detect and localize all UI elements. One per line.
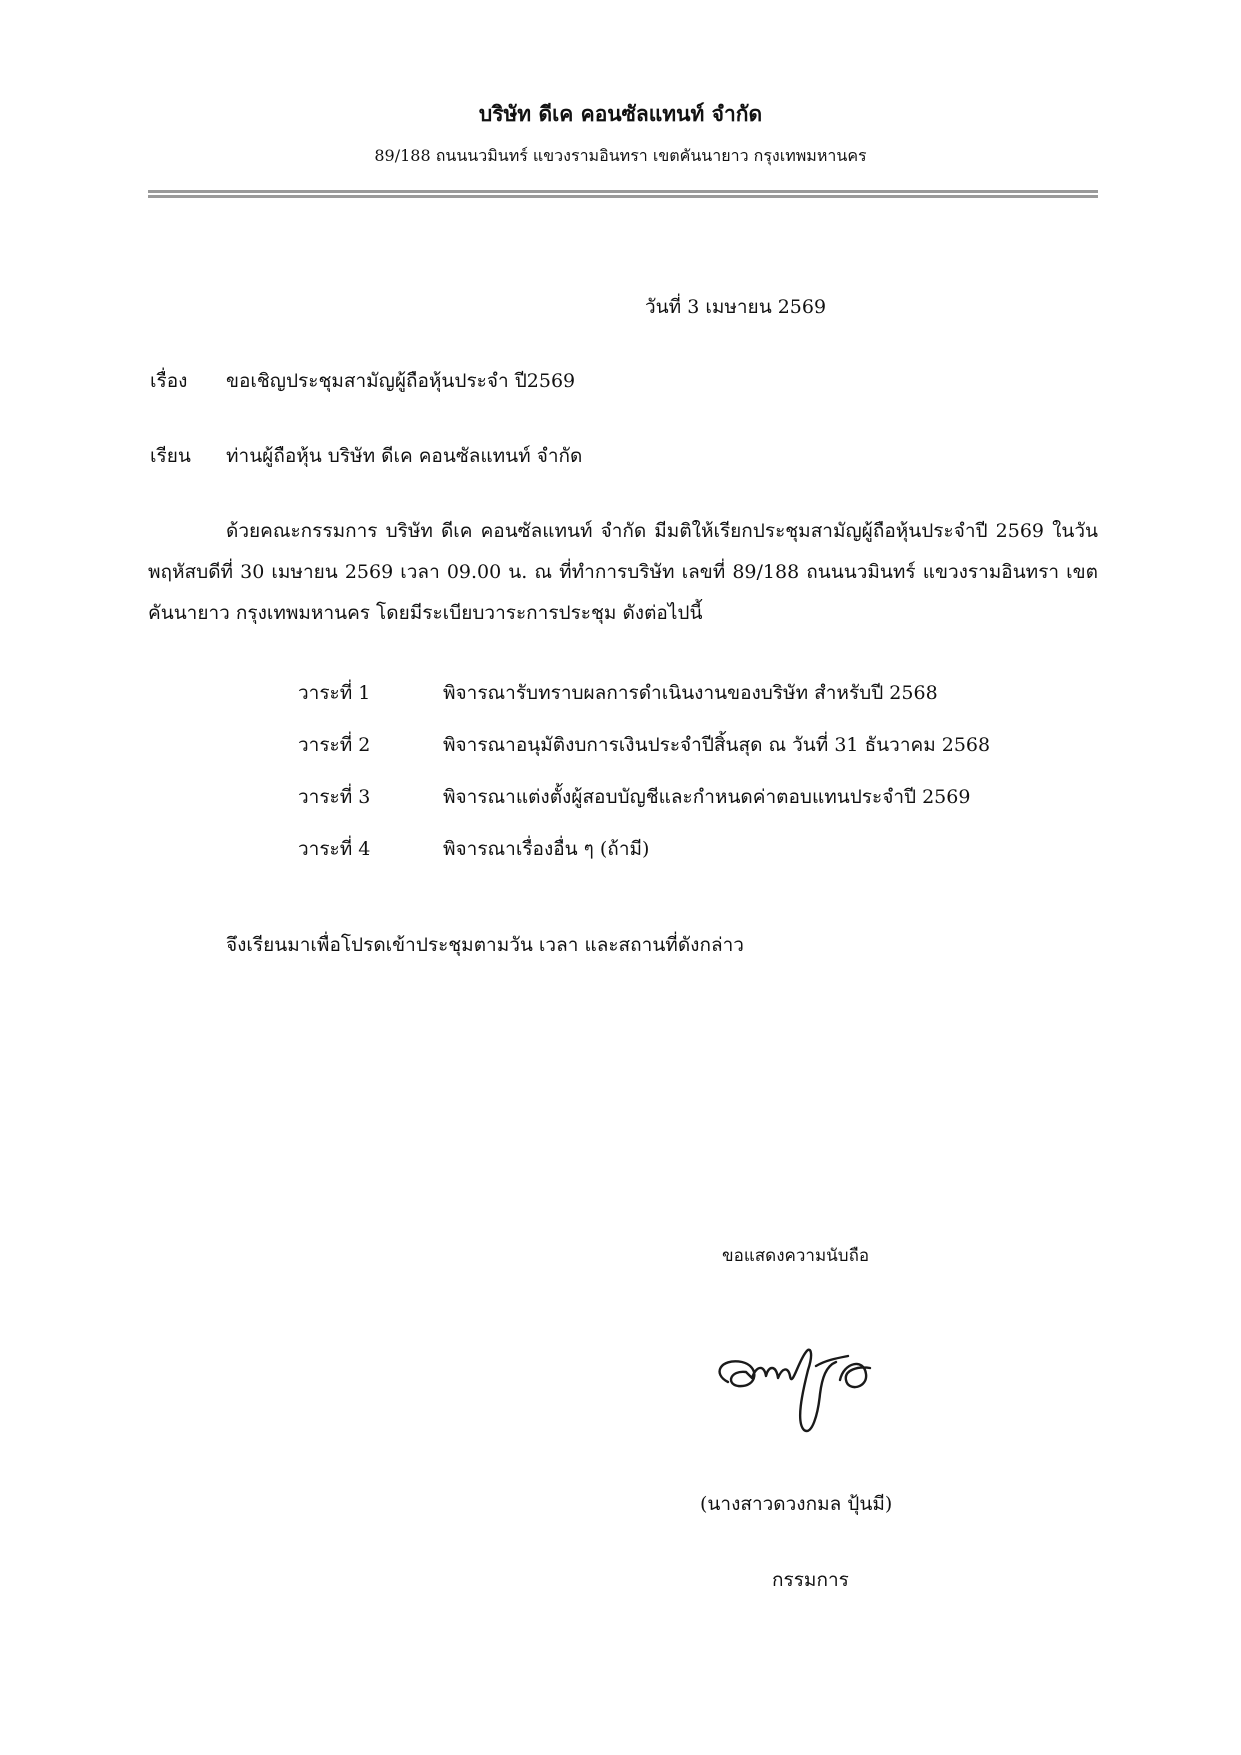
agenda-item xyxy=(298,730,1098,782)
closing-line: จึงเรียนมาเพื่อโปรดเข้าประชุมตามวัน เวลา และสถานที่ดังกล่าว xyxy=(226,934,744,956)
body-paragraph: ด้วยคณะกรรมการ บริษัท ดีเค คอนซัลแทนท์ จำกัด มีมติให้เรียกประชุมสามัญผู้ถือหุ้นประจำปี 2569 ในวันพฤหัสบดีที่ 30 เมษายน 2569 เวลา 09.00 น. ณ ที่ทำการบริษัท เลขที่ 89/188 ถนนนวมินทร์ แขวงรามอินทรา เขตคันนายาว กรุงเทพมหานคร โดยมีระเบียบวาระการประชุม ดังต่อไปนี้ xyxy=(148,520,1098,624)
agenda-text: พิจารณาเรื่องอื่น ๆ (ถ้ามี) xyxy=(443,838,650,860)
agenda-text: พิจารณาอนุมัติงบการเงินประจำปีสิ้นสุด ณ วันที่ 31 ธันวาคม 2568 xyxy=(443,734,991,756)
agenda-number: วาระที่ 2 xyxy=(298,734,371,756)
agenda-number: วาระที่ 3 xyxy=(298,786,371,808)
company-name: บริษัท ดีเค คอนซัลแทนท์ จำกัด xyxy=(478,101,763,126)
signer-name: (นางสาวดวงกมล ปุ้นมี) xyxy=(700,1493,893,1515)
subject-value: ขอเชิญประชุมสามัญผู้ถือหุ้นประจำ ปี2569 xyxy=(226,370,576,392)
agenda-item xyxy=(298,834,1098,886)
recipient-label: เรียน xyxy=(150,445,191,467)
company-address: 89/188 ถนนนวมินทร์ แขวงรามอินทรา เขตคันนายาว กรุงเทพมหานคร xyxy=(374,146,867,165)
agenda-item xyxy=(298,782,1098,834)
sign-off: ขอแสดงความนับถือ xyxy=(722,1246,870,1266)
letterhead-divider xyxy=(148,190,1098,198)
agenda-number: วาระที่ 4 xyxy=(298,838,371,860)
agenda-list xyxy=(298,678,1098,886)
agenda-text: พิจารณาแต่งตั้งผู้สอบบัญชีและกำหนดค่าตอบแทนประจำปี 2569 xyxy=(443,786,971,808)
letter-date: วันที่ 3 เมษายน 2569 xyxy=(645,296,827,318)
handwritten-signature xyxy=(708,1322,908,1442)
agenda-item xyxy=(298,678,1098,730)
subject-label: เรื่อง xyxy=(150,370,188,392)
signer-title: กรรมการ xyxy=(772,1569,849,1591)
agenda-number: วาระที่ 1 xyxy=(298,682,371,704)
agenda-text: พิจารณารับทราบผลการดำเนินงานของบริษัท สำหรับปี 2568 xyxy=(443,682,938,704)
recipient-value: ท่านผู้ถือหุ้น บริษัท ดีเค คอนซัลแทนท์ จำกัด xyxy=(226,445,583,467)
